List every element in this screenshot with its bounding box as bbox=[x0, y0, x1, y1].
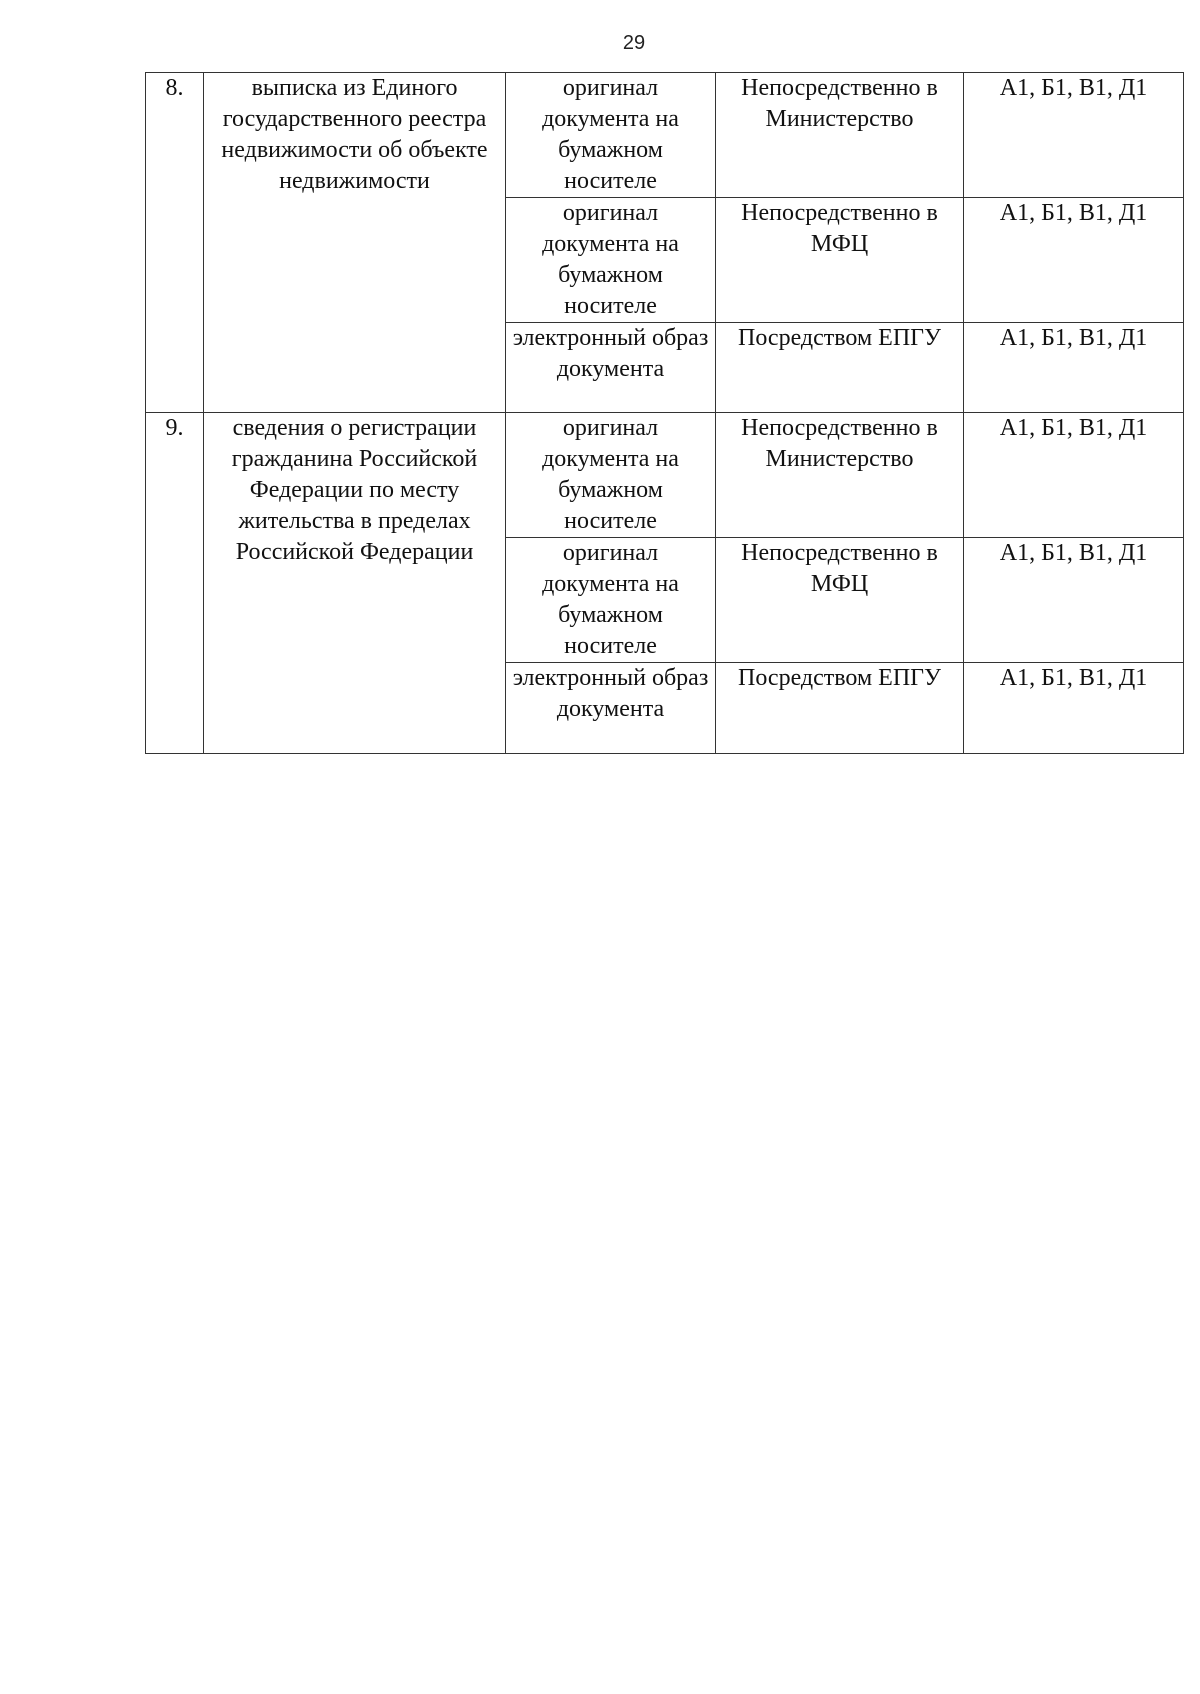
document-form: оригинал документа на бумажном носителе bbox=[506, 73, 716, 198]
submission-method: Посредством ЕПГУ bbox=[716, 323, 964, 413]
document-name: сведения о регистрации гражданина Российской Федерации по месту жительства в пределах Российской Федерации bbox=[204, 413, 506, 754]
document-form: оригинал документа на бумажном носителе bbox=[506, 198, 716, 323]
document-form: оригинал документа на бумажном носителе bbox=[506, 538, 716, 663]
applicant-codes: А1, Б1, В1, Д1 bbox=[964, 323, 1184, 413]
submission-method: Непосредственно в Министерство bbox=[716, 413, 964, 538]
document-name: выписка из Единого государственного реестра недвижимости об объекте недвижимости bbox=[204, 73, 506, 413]
applicant-codes: А1, Б1, В1, Д1 bbox=[964, 538, 1184, 663]
applicant-codes: А1, Б1, В1, Д1 bbox=[964, 413, 1184, 538]
submission-method: Непосредственно в МФЦ bbox=[716, 198, 964, 323]
document-form: электронный образ документа bbox=[506, 663, 716, 754]
table-row bbox=[146, 413, 1184, 538]
submission-method: Непосредственно в Министерство bbox=[716, 73, 964, 198]
document-form: электронный образ документа bbox=[506, 323, 716, 413]
table-row bbox=[146, 73, 1184, 198]
row-number: 9. bbox=[146, 413, 204, 754]
page-number: 29 bbox=[622, 32, 646, 54]
submission-method: Непосредственно в МФЦ bbox=[716, 538, 964, 663]
documents-table bbox=[145, 72, 1184, 754]
submission-method: Посредством ЕПГУ bbox=[716, 663, 964, 754]
row-number: 8. bbox=[146, 73, 204, 413]
applicant-codes: А1, Б1, В1, Д1 bbox=[964, 73, 1184, 198]
applicant-codes: А1, Б1, В1, Д1 bbox=[964, 198, 1184, 323]
document-form: оригинал документа на бумажном носителе bbox=[506, 413, 716, 538]
applicant-codes: А1, Б1, В1, Д1 bbox=[964, 663, 1184, 754]
